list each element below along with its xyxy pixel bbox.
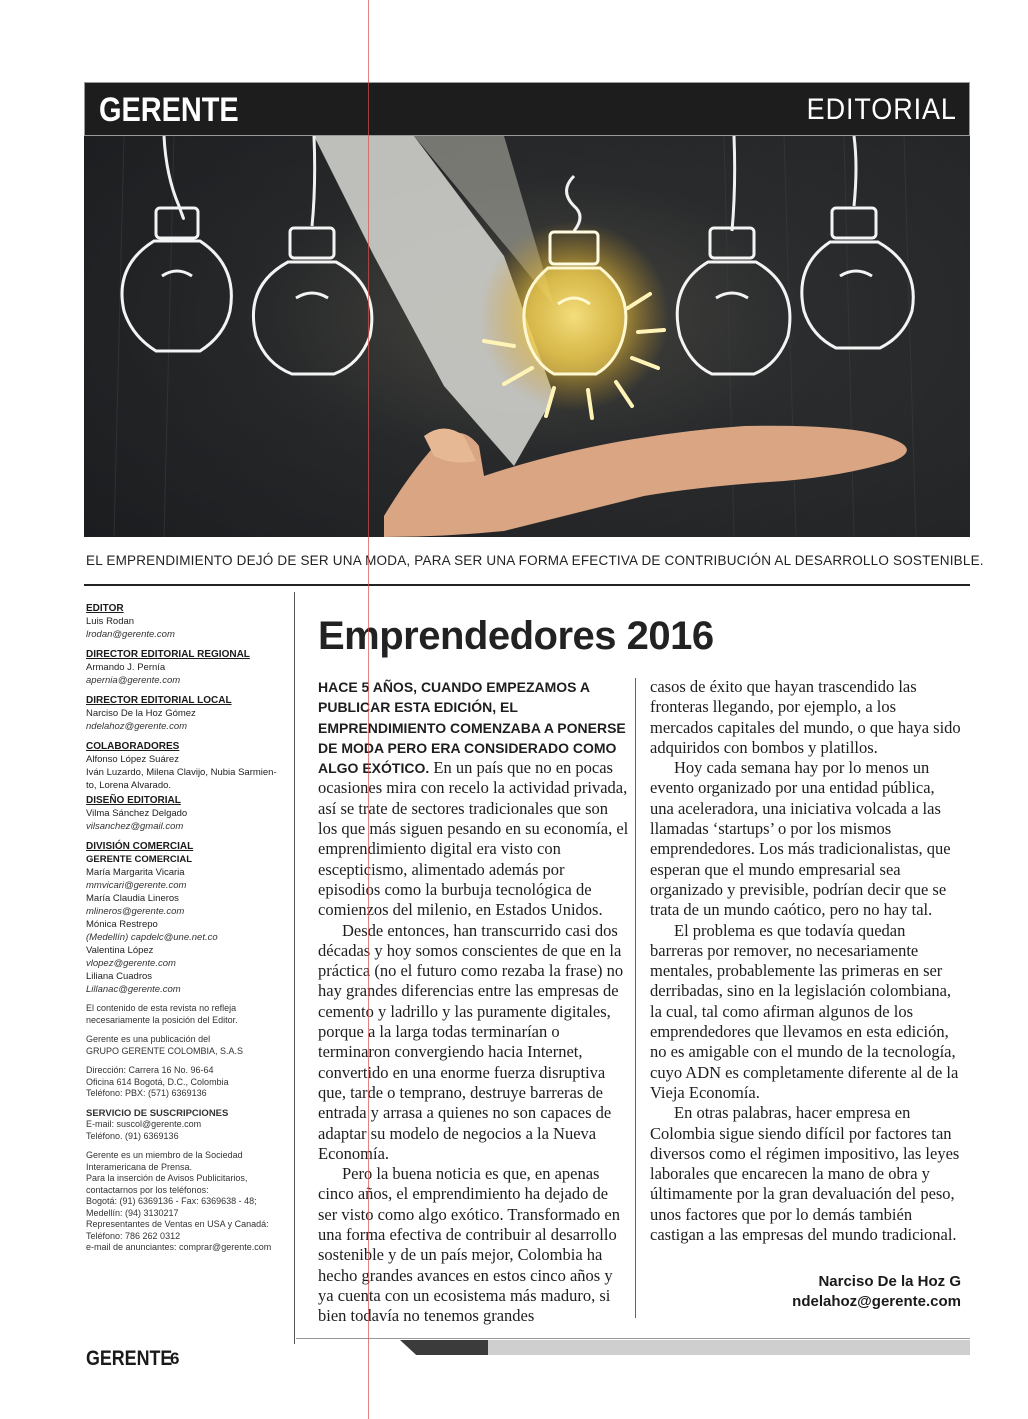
disclaimer-line: El contenido de esta revista no refleja — [86, 1003, 237, 1013]
regional-director-email: apernia@gerente.com — [86, 675, 181, 686]
advertising-line: contactarnos por los teléfonos: — [86, 1184, 209, 1195]
caption-divider — [84, 584, 970, 586]
article-paragraph: casos de éxito que hayan trascendido las fronteras llegando, por ejemplo, a los mercados capitales del mundo, o que haya sido adquiridos con bombos y platillos. — [650, 677, 961, 757]
local-director-email: ndelahoz@gerente.com — [86, 721, 188, 732]
design-name: Vilma Sánchez Delgado — [86, 808, 188, 819]
scan-artifact-line — [368, 0, 369, 1419]
contributors-line: to, Lorena Alvarado. — [86, 780, 172, 791]
image-caption: EL EMPRENDIMIENTO DEJÓ DE SER UNA MODA, PARA SER UNA FORMA EFECTIVA DE CONTRIBUCIÓN AL DESARROLLO SOSTENIBLE. — [86, 553, 984, 568]
regional-director-block — [86, 648, 286, 687]
contributors-heading: COLABORADORES — [86, 741, 180, 752]
article-lead: HACE 5 AÑOS, CUANDO EMPEZAMOS A PUBLICAR ESTA EDICIÓN, EL EMPRENDIMIENTO COMENZABA A PONERSE DE MODA PERO ERA CONSIDERADO COMO ALGO EXÓTICO. — [318, 679, 626, 777]
article-column-1 — [318, 677, 629, 1327]
local-director-block — [86, 694, 286, 733]
sales-contact-email: mmvicari@gerente.com — [86, 880, 187, 891]
sales-contact-name: Mónica Restrepo — [86, 919, 158, 930]
sales-contact-email: (Medellín) capdelc@une.net.co — [86, 932, 218, 943]
sales-contact-email: mlineros@gerente.com — [86, 906, 185, 917]
contributors-block — [86, 740, 286, 792]
subscriptions-email: E-mail: suscol@gerente.com — [86, 1119, 202, 1129]
address-line: Oficina 614 Bogotá, D.C., Colombia — [86, 1076, 229, 1087]
disclaimer-line: necesariamente la posición del Editor. — [86, 1014, 238, 1025]
design-block — [86, 794, 286, 833]
commercial-heading: DIVISIÓN COMERCIAL — [86, 841, 194, 852]
local-director-heading: DIRECTOR EDITORIAL LOCAL — [86, 695, 232, 706]
article-paragraph: Pero la buena noticia es que, en apenas cinco años, el emprendimiento ha dejado de ser visto como algo exótico. Transformado en una forma efectiva de contribuir al desarrollo sostenible y de un país mejor, Colombia ha hecho grandes avances en estos cinco años y ya cuenta con un ecosistema más maduro, si bien todavía no tenemos grandes — [318, 1164, 620, 1326]
advertising-line: Para la inserción de Avisos Publicitarios, — [86, 1173, 248, 1183]
footer-bar-dark — [400, 1340, 490, 1355]
sidebar-divider — [294, 592, 295, 1344]
subscriptions-heading: SERVICIO DE SUSCRIPCIONES — [86, 1107, 229, 1119]
advertising-note — [86, 1150, 286, 1254]
editor-heading: EDITOR — [86, 603, 124, 614]
publisher-note — [86, 1034, 286, 1057]
article-paragraph: En otras palabras, hacer empresa en Colombia sigue siendo difícil por factores tan diversos como el régimen impositivo, las leyes laborales que encarecen la mano de obra y últimamente por la gran devaluación del peso, unos factores que por lo demás también castigan a las empresas del mundo tradicional. — [650, 1103, 960, 1245]
design-heading: DISEÑO EDITORIAL — [86, 795, 181, 806]
article-paragraph: Hoy cada semana hay por lo menos un evento organizado por una entidad pública, una aceleradora, una iniciativa volcada a las llamadas ‘startups’ o por los mismos emprendedores. Los más tradicionalistas, que esperan que el mundo empresarial sea organizado y previsible, podrían decir que se trata de un mundo caótico, pero no hay tal. — [650, 758, 951, 920]
article-paragraph — [318, 677, 629, 921]
sales-contact-email: Lillanac@gerente.com — [86, 984, 181, 995]
author-name: Narciso De la Hoz G — [818, 1273, 961, 1290]
sales-contact-name: María Margarita Vicaria — [86, 867, 185, 878]
magazine-brand: GERENTE — [99, 91, 239, 129]
sales-contact-name: Liliana Cuadros — [86, 971, 153, 982]
address-line: Dirección: Carrera 16 No. 96-64 — [86, 1065, 214, 1075]
footer-divider — [296, 1338, 970, 1339]
regional-director-heading: DIRECTOR EDITORIAL REGIONAL — [86, 649, 250, 660]
lightbulbs-illustration — [84, 136, 970, 537]
editor-email: lrodan@gerente.com — [86, 629, 175, 640]
column-divider — [635, 678, 636, 1318]
membership-line: Gerente es un miembro de la Sociedad — [86, 1150, 243, 1160]
article-paragraph: El problema es que todavía quedan barreras por remover, no necesariamente mentales, probablemente las primeras en ser derribadas, sino en la legislación colombiana, la cual, tal como afirman algunos de los emprendedores que llevamos en esta edición, no es amigable con el mundo de la tecnología, cuyo ADN es completamente diferente al de la Vieja Economía. — [650, 920, 959, 1102]
publisher-line: GRUPO GERENTE COLOMBIA, S.A.S — [86, 1045, 244, 1056]
article-paragraph: Desde entonces, han transcurrido casi dos décadas y hoy somos conscientes de que en la práctica (no el futuro como rezaba la frase) no hay grandes diferencias entre las empresas de cemento y ladrillo y las puramente digitales, porque a la larga todas terminarían o terminaron convergiendo hacia Internet, convertido en una enorme fuerza disruptiva que, tarde o temprano, destruye barreras de entrada y arrasa a quienes no son capaces de adaptar su modelo de negocios a la Nueva Economía. — [318, 920, 624, 1163]
article-title: Emprendedores 2016 — [318, 614, 714, 658]
advertising-line: Bogotá: (91) 6369136 - Fax: 6369638 - 48; — [86, 1196, 257, 1206]
address-note — [86, 1065, 286, 1100]
disclaimer-note — [86, 1003, 286, 1026]
author-email: ndelahoz@gerente.com — [792, 1293, 961, 1310]
subscriptions-note — [86, 1108, 286, 1143]
sales-contact-name: María Claudia Lineros — [86, 893, 179, 904]
regional-director-name: Armando J. Pernía — [86, 662, 166, 673]
advertising-line: Teléfono: 786 262 0312 — [86, 1230, 181, 1241]
advertising-line: Representantes de Ventas en USA y Canadá: — [86, 1219, 269, 1229]
contributors-line: Iván Luzardo, Milena Clavijo, Nubia Sarmien- — [86, 767, 277, 778]
subscriptions-phone: Teléfono. (91) 6369136 — [86, 1130, 179, 1141]
address-line: Teléfono: PBX: (571) 6369136 — [86, 1088, 207, 1098]
footer-brand: GERENTE — [86, 1347, 173, 1370]
contributors-line: Alfonso López Suárez — [86, 754, 179, 765]
section-label: EDITORIAL — [806, 93, 957, 126]
footer-bar-light — [488, 1340, 970, 1355]
advertising-line: e-mail de anunciantes: comprar@gerente.com — [86, 1242, 272, 1252]
sales-contact-email: vlopez@gerente.com — [86, 958, 176, 969]
header-bar — [84, 82, 970, 136]
article-paragraph-text: En un país que no en pocas ocasiones mira con recelo la actividad privada, así se trate de sectores tradicionales que son los que más siguen pesando en su economía, el emprendimiento digital era visto con escepticismo, alimentado además por episodios como la burbuja tecnológica de comienzos del milenio, en Estados Unidos. — [318, 758, 629, 920]
editor-name: Luis Rodan — [86, 616, 135, 627]
hero-image — [84, 136, 970, 537]
publisher-line: Gerente es una publicación del — [86, 1034, 211, 1044]
advertising-line: Medellín: (94) 3130217 — [86, 1207, 179, 1218]
masthead-sidebar — [86, 602, 286, 1262]
sales-contact-name: Valentina López — [86, 945, 154, 956]
author-signature — [792, 1272, 961, 1312]
commercial-block — [86, 840, 286, 996]
design-email: vilsanchez@gmail.com — [86, 821, 184, 832]
editor-block — [86, 602, 286, 641]
local-director-name: Narciso De la Hoz Gómez — [86, 708, 196, 719]
membership-line: Interamericana de Prensa. — [86, 1161, 193, 1172]
commercial-subheading: GERENTE COMERCIAL — [86, 854, 193, 865]
article-column-2 — [650, 677, 961, 1245]
page-number: 6 — [170, 1349, 180, 1368]
